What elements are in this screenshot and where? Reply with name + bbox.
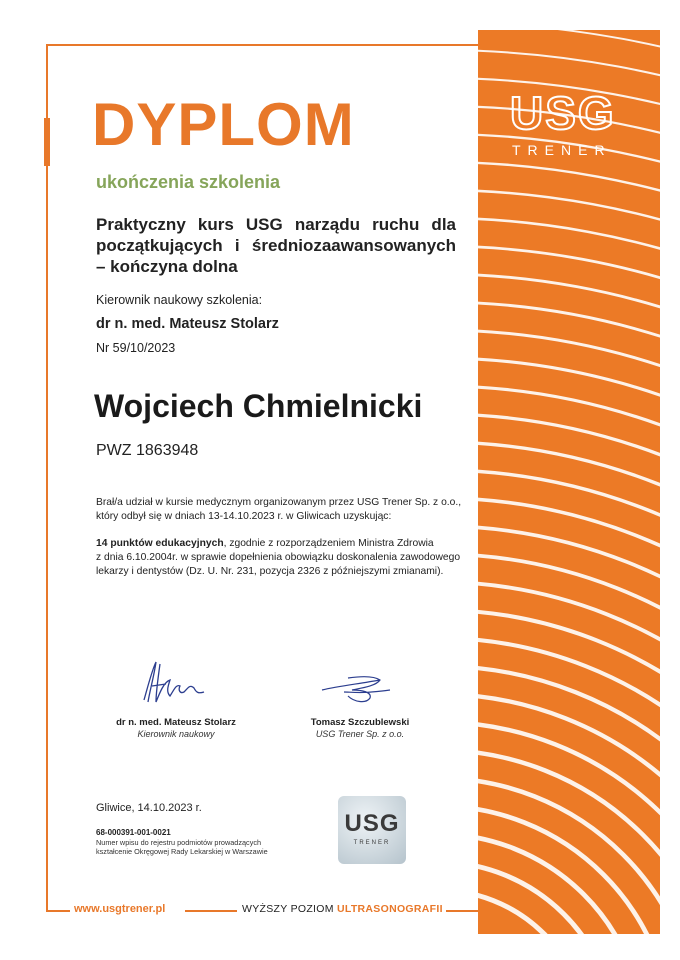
points-paragraph: [96, 537, 466, 579]
decorative-arc: [478, 302, 660, 934]
decorative-arc: [478, 246, 660, 934]
orange-side-panel: [478, 30, 660, 934]
decorative-arc: [478, 666, 660, 934]
frame-left-tab: [44, 118, 50, 166]
frame-top-line: [46, 44, 478, 46]
tagline-highlight: ULTRASONOGRAFII: [337, 903, 443, 915]
seal-subtitle: TRENER: [353, 840, 391, 846]
paragraph-line: z dnia 6.10.2004r. w sprawie dopełnienia obowiązku doskonalenia zawodowego: [96, 552, 461, 563]
course-title-line: – kończyna dolna: [96, 257, 238, 276]
logo-brand: USG: [510, 87, 616, 139]
diploma-title: DYPLOM: [92, 91, 355, 158]
lead-name: dr n. med. Mateusz Stolarz: [96, 316, 279, 332]
signature-role: Kierownik naukowy: [137, 729, 215, 739]
course-title: [96, 214, 456, 277]
logo-subtitle: TRENER: [512, 142, 612, 158]
signature-szczublewski: [318, 670, 398, 708]
decorative-arc: [478, 890, 588, 934]
arc-pattern: [478, 30, 660, 934]
signature-name: Tomasz Szczublewski: [310, 717, 410, 728]
points-rest: , zgodnie z rozporządzeniem Ministra Zdrowia: [223, 538, 434, 549]
frame-bottom-line: [446, 910, 478, 912]
participation-paragraph: [96, 496, 466, 524]
signature-role: USG Trener Sp. z o.o.: [315, 729, 405, 739]
frame-bottom-line: [185, 910, 237, 912]
course-title-line: początkujących i średniozaawansowanych: [96, 236, 456, 255]
paragraph-line: który odbył się w dniach 13-14.10.2023 r. w Gliwicach uzyskując:: [96, 511, 392, 522]
participant-pwz: PWZ 1863948: [96, 442, 199, 459]
registry-number: 68-000391-001-0021: [96, 828, 171, 837]
tagline-prefix: WYŻSZY POZIOM: [242, 903, 334, 915]
participant-name: Wojciech Chmielnicki: [94, 388, 423, 424]
usg-trener-logo: [500, 88, 640, 160]
hologram-seal: [338, 796, 406, 864]
course-title-line: Praktyczny kurs USG narządu ruchu dla: [96, 215, 456, 234]
frame-bottom-line: [46, 910, 70, 912]
signature-name: dr n. med. Mateusz Stolarz: [116, 717, 236, 728]
points-bold: 14 punktów edukacyjnych: [96, 538, 224, 549]
diploma-subtitle: ukończenia szkolenia: [96, 172, 281, 192]
seal-brand: USG: [344, 810, 400, 837]
footer-website-link[interactable]: www.usgtrener.pl: [74, 903, 166, 915]
footer-tagline: [242, 903, 443, 915]
signature-stolarz: [130, 656, 220, 708]
lead-label: Kierownik naukowy szkolenia:: [96, 293, 263, 307]
certificate-number: Nr 59/10/2023: [96, 341, 176, 355]
place-date: Gliwice, 14.10.2023 r.: [96, 802, 202, 814]
decorative-arc: [478, 274, 660, 934]
registry-description: Numer wpisu do rejestru podmiotów prowadzących kształcenie Okręgowej Rady Lekarskiej w Warszawie: [96, 838, 268, 856]
decorative-arc: [478, 862, 616, 934]
paragraph-line: Brał/a udział w kursie medycznym organizowanym przez USG Trener Sp. z o.o.,: [96, 497, 462, 508]
decorative-arc: [478, 50, 660, 934]
paragraph-line: lekarzy i dentystów (Dz. U. Nr. 231, pozycja 2326 z późniejszymi zmianami).: [96, 566, 444, 577]
paragraph-line: [96, 537, 466, 551]
frame-left-line: [46, 44, 48, 910]
decorative-arc: [478, 106, 660, 934]
